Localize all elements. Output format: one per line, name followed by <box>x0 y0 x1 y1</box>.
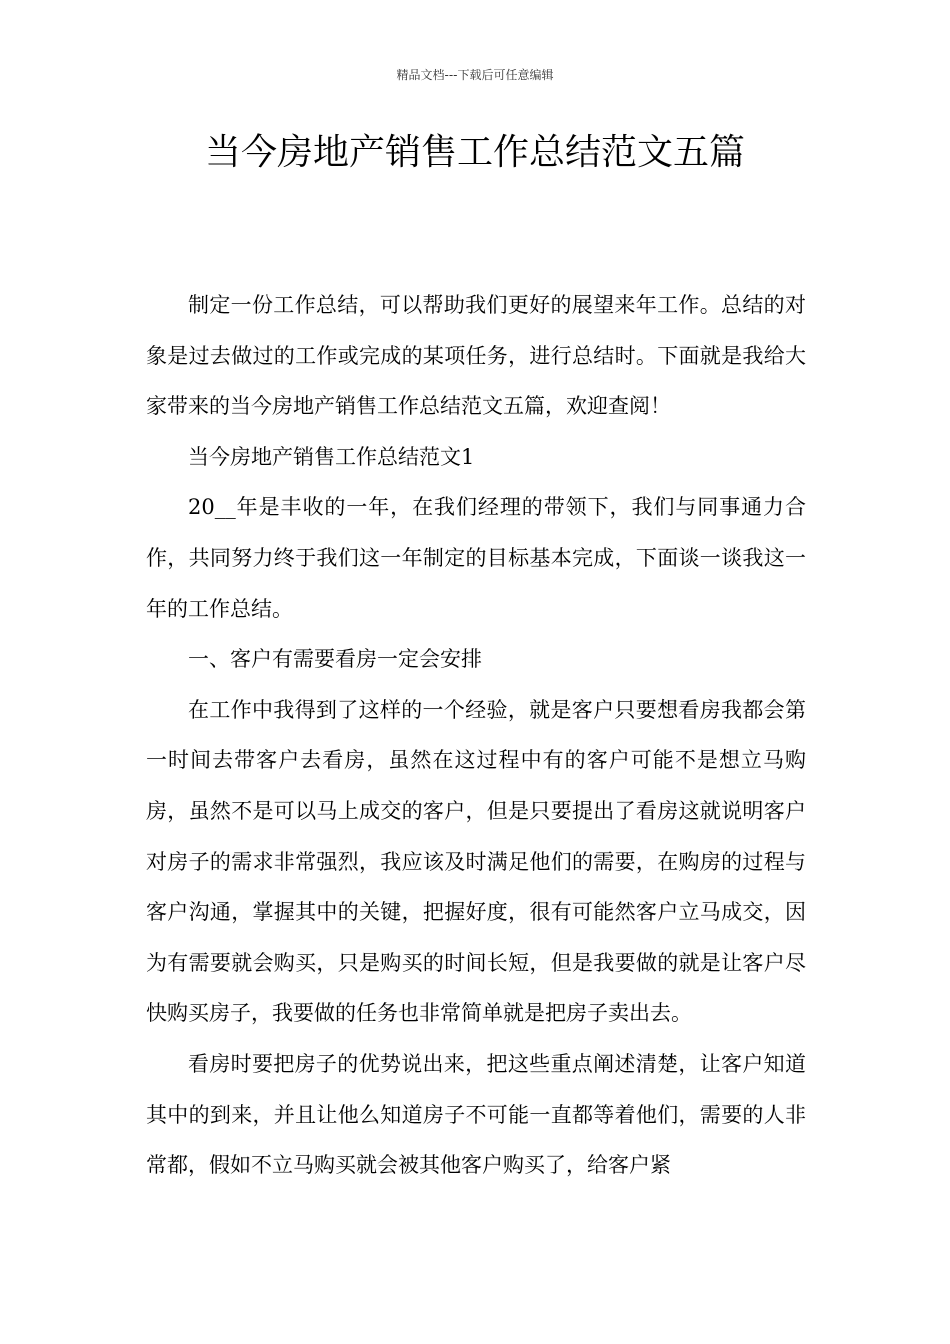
intro-paragraph: 制定一份工作总结，可以帮助我们更好的展望来年工作。总结的对象是过去做过的工作或完成的某项任务，进行总结时。下面就是我给大家带来的当今房地产销售工作总结范文五篇，欢迎查阅！ <box>146 293 806 419</box>
subsection-heading: 一、客户有需要看房一定会安排 <box>188 647 482 672</box>
body-paragraph: 在工作中我得到了这样的一个经验，就是客户只要想看房我都会第一时间去带客户去看房，虽然在这过程中有的客户可能不是想立马购房，虽然不是可以马上成交的客户，但是只要提出了看房这就说明客户对房子的需求非常强烈，我应该及时满足他们的需要，在购房的过程与客户沟通，掌握其中的关键，把握好度，很有可能然客户立马成交，因为有需要就会购买，只是购买的时间长短，但是我要做的就是让客户尽快购买房子，我要做的任务也非常简单就是把房子卖出去。 <box>146 697 806 1026</box>
section-heading: 当今房地产销售工作总结范文1 <box>188 444 475 469</box>
document-title: 当今房地产销售工作总结范文五篇 <box>204 132 745 173</box>
body-paragraph: 看房时要把房子的优势说出来，把这些重点阐述清楚，让客户知道其中的到来，并且让他么知道房子不可能一直都等着他们，需要的人非常都，假如不立马购买就会被其他客户购买了，给客户紧 <box>146 1051 806 1178</box>
document-body <box>146 280 806 1191</box>
body-paragraph: 20__年是丰收的一年，在我们经理的带领下，我们与同事通力合作，共同努力终于我们这一年制定的目标基本完成，下面谈一谈我这一年的工作总结。 <box>146 495 806 621</box>
header-note: 精品文档---下载后可任意编辑 <box>396 68 554 82</box>
